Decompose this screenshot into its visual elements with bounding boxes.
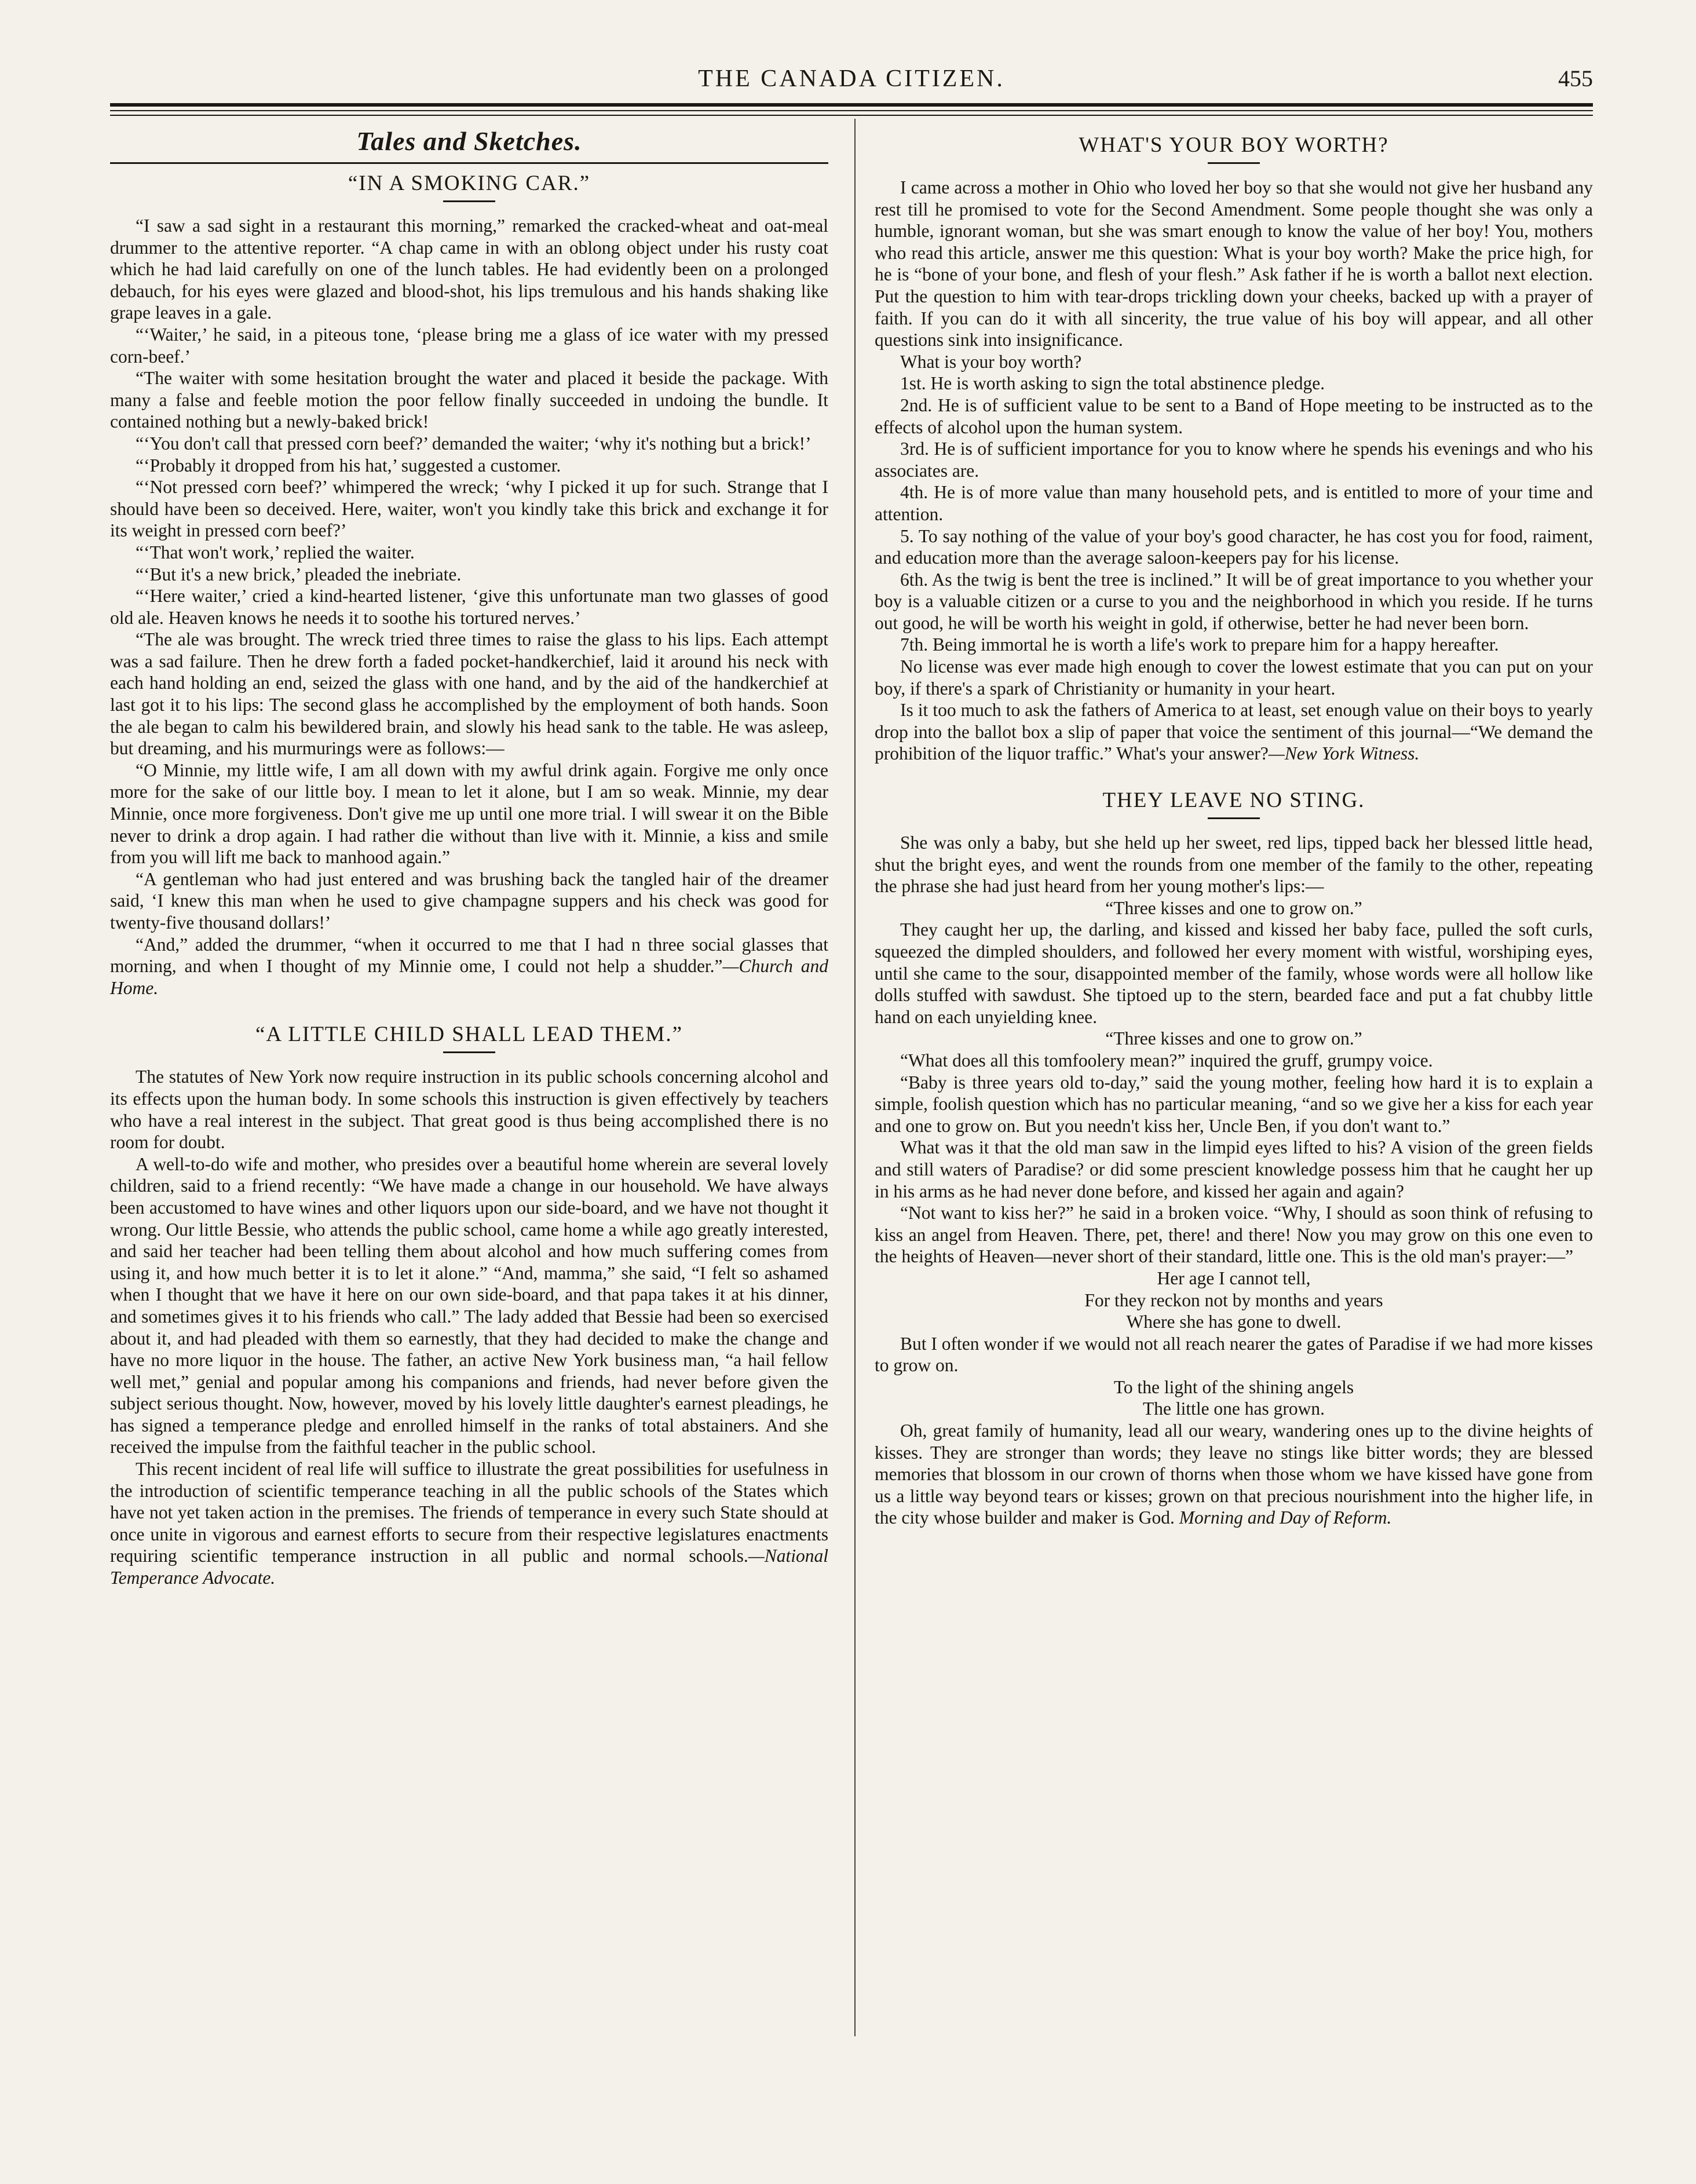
paragraph: “‘Not pressed corn beef?’ whimpered the wreck; ‘why I picked it up for such. Strange that I should have been so deceived. Here, waiter, won't you kindly take this brick and exchange it for its weight in pressed corn beef?’	[110, 477, 828, 541]
paragraph-text: “And,” added the drummer, “when it occurred to me that I had n three social glasses that morning, and when I thought of my Minnie ome, I could not help a shudder.”	[110, 934, 828, 977]
paragraph-text: This recent incident of real life will suffice to illustrate the great possibilities for usefulness in the introduction of scientific temperance teaching in all the public schools of the States which have not yet taken action in the premises. The friends of temperance in every such State should at once unite in vigorous and earnest efforts to secure from their respective legislatures enactments requiring scientific temperance instruction in all public and normal schools.	[110, 1459, 828, 1566]
title-rule	[443, 200, 495, 202]
article-smoking-car	[110, 171, 828, 999]
article-source: —National Temperance Advocate.	[110, 1546, 828, 1588]
publication-title: THE CANADA CITIZEN.	[698, 65, 1005, 92]
verse-line: Where she has gone to dwell.	[1126, 1312, 1342, 1332]
paragraph: No license was ever made high enough to cover the lowest estimate that you can put on your boy, if there's a spark of Christianity or humanity in your heart.	[875, 656, 1593, 699]
left-column	[110, 119, 828, 1612]
paragraph: “‘You don't call that pressed corn beef?’ demanded the waiter; ‘why it's nothing but a brick!’	[136, 433, 812, 454]
paragraph-with-source	[875, 699, 1593, 765]
header-rule-thin	[110, 110, 1593, 111]
paragraph-with-source	[110, 934, 828, 999]
paragraph-text: Oh, great family of humanity, lead all our weary, wandering ones up to the divine heights of kisses. They are stronger than words; they leave no stings like bitter words; they are blessed memories that blossom in our crown of thorns when those whom we have kissed have gone from us a little way beyond tears or kisses; grown on that precious nourishment into the higher life, in the city whose builder and maker is God.	[875, 1420, 1593, 1528]
header-rule-thin-2	[110, 115, 1593, 116]
paragraph: “‘Waiter,’ he said, in a piteous tone, ‘please bring me a glass of ice water with my pressed corn-beef.’	[110, 324, 828, 367]
paragraph: “‘Probably it dropped from his hat,’ suggested a customer.	[136, 455, 561, 476]
article-little-child	[110, 1022, 828, 1588]
paragraph: “A gentleman who had just entered and was brushing back the tangled hair of the dreamer said, ‘I knew this man when he used to give champagne suppers and his check was good for twenty-five thousand dollars!’	[110, 868, 828, 933]
paragraph: 5. To say nothing of the value of your boy's good character, he has cost you for food, raiment, and education more than the average saloon-keepers pay for his license.	[875, 525, 1593, 568]
title-rule	[1208, 817, 1260, 819]
paragraph-with-source	[110, 1458, 828, 1589]
section-rule	[110, 162, 828, 164]
paragraph: I came across a mother in Ohio who loved her boy so that she would not give her husband any rest till he promised to vote for the Second Amendment. Some people thought she was only a humble, ignorant woman, but she was smart enough to know the value of her boy! You, mothers who read this article, answer me this question: What is your boy worth? Make the price high, for he is “bone of your bone, and flesh of your flesh.” Ask father if he is worth a ballot next election. Put the question to him with tear-drops trickling down your cheeks, backed up with a prayer of faith. If you can do it with all sincerity, the true value of his boy will appear, and all other questions sink into insignificance.	[875, 177, 1593, 350]
paragraph: The statutes of New York now require instruction in its public schools concerning alcohol and its effects upon the human body. In some schools this instruction is given effectively by teachers who have a real interest in the subject. That great good is thus being accomplished there is no room for doubt.	[110, 1067, 828, 1153]
paragraph: “O Minnie, my little wife, I am all down with my awful drink again. Forgive me only once more for the sake of our little boy. I mean to let it alone, but I am so weak. Minnie, my dear Minnie, once more forgiveness. Don't give me up until one more trial. I will swear it on the Bible never to drink a drop again. I had rather die without than live with it. Minnie, a kiss and smile from you will lift me back to manhood again.”	[110, 759, 828, 868]
article-no-sting	[875, 788, 1593, 1529]
verse-line: For they reckon not by months and years	[1084, 1290, 1383, 1310]
paragraph: She was only a baby, but she held up her sweet, red lips, tipped back her blessed little head, shut the bright eyes, and went the rounds from one member of the family to the other, repeating the phrase she had just heard from her young mother's lips:—	[875, 832, 1593, 897]
paragraph: “The waiter with some hesitation brought the water and placed it beside the package. With many a false and feeble motion the poor fellow finally succeeded in undoing the bundle. It contained nothing but a newly-baked brick!	[110, 368, 828, 432]
header-rule	[110, 103, 1593, 107]
title-rule	[443, 1051, 495, 1053]
paragraph: “‘That won't work,’ replied the waiter.	[136, 542, 415, 563]
paragraph: They caught her up, the darling, and kissed and kissed her baby face, pulled the soft curls, squeezed the dimpled shoulders, and followed her every moment with wistful, worshiping eyes, until she came to the sour, disappointed member of the family, whose words were all hollow like dolls stuffed with sawdust. She tiptoed up to the stern, bearded face and put a fat chubby little hand on each unyielding knee.	[875, 919, 1593, 1027]
paragraph: 1st. He is worth asking to sign the total abstinence pledge.	[900, 373, 1325, 394]
paragraph: A well-to-do wife and mother, who presides over a beautiful home wherein are several lovely children, said to a friend recently: “We have made a change in our household. We have always been accustomed to have wines and other liquors upon our side-board, and we have not thought it wrong. Our little Bessie, who attends the public school, came home a while ago greatly interested, and said her teacher had been telling them about alcohol and how much suffering comes from using it, and how much better it is to let it alone.” “And, mamma,” she said, “I felt so ashamed when I thought that we have it here on our own side-board, and that papa takes it at his dinner, and sometimes gives it to his friends who call.” The lady added that Bessie had been so exercised about it, and had pleaded with them so earnestly, that they had decided to make the change and have no more liquor in the house. The father, an active New York business man, “a hail fellow well met,” genial and popular among his companions and friends, had never before given the subject serious thought. Now, however, moved by his lovely little daughter's earnest pleadings, he has signed a temperance pledge and enrolled himself in the ranks of total abstainers. And she received the impulse from the faithful teacher in the public school.	[110, 1153, 828, 1458]
paragraph: “Baby is three years old to-day,” said the young mother, feeling how hard it is to explain a simple, foolish question which has no particular meaning, “and so we give her a kiss for each year and one to grow on. But you needn't kiss her, Uncle Ben, if you don't want to.”	[875, 1072, 1593, 1136]
page-header	[110, 65, 1593, 105]
verse-line: “Three kisses and one to grow on.”	[1105, 1028, 1362, 1049]
paragraph: “What does all this tomfoolery mean?” inquired the gruff, grumpy voice.	[900, 1050, 1433, 1071]
paragraph: 4th. He is of more value than many household pets, and is entitled to more of your time and attention.	[875, 482, 1593, 524]
paragraph: 6th. As the twig is bent the tree is inclined.” It will be of great importance to you whether your boy is a valuable citizen or a curse to you and the neighborhood in which you reside. If he turns out good, he will be worth his weight in gold, if otherwise, better he had never been born.	[875, 569, 1593, 633]
paragraph: But I often wonder if we would not all reach nearer the gates of Paradise if we had more kisses to grow on.	[875, 1333, 1593, 1376]
article-boy-worth	[875, 133, 1593, 765]
paragraph: “‘Here waiter,’ cried a kind-hearted listener, ‘give this unfortunate man two glasses of good old ale. Heaven knows he needs it to soothe his tortured nerves.’	[110, 586, 828, 628]
paragraph: “Not want to kiss her?” he said in a broken voice. “Why, I should as soon think of refusing to kiss an angel from Heaven. There, pet, there! and there! Now you may grow on this one even to the heights of Heaven—never short of their standard, little one. This is the old man's prayer:—”	[875, 1203, 1593, 1267]
paragraph: 7th. Being immortal he is worth a life's work to prepare him for a happy hereafter.	[900, 634, 1499, 655]
paragraph: 2nd. He is of sufficient value to be sent to a Band of Hope meeting to be instructed as to the effects of alcohol upon the human system.	[875, 395, 1593, 437]
article-title: “A LITTLE CHILD SHALL LEAD THEM.”	[255, 1022, 683, 1047]
verse-line: To the light of the shining angels	[1113, 1376, 1354, 1397]
paragraph: “I saw a sad sight in a restaurant this morning,” remarked the cracked-wheat and oat-meal drummer to the attentive reporter. “A chap came in with an oblong object under his rusty coat which he had laid carefully on one of the lunch tables. He had evidently been on a prolonged debauch, for his eyes were glazed and blood-shot, his lips tremulous and his hands shaking like grape leaves in a gale.	[110, 216, 828, 323]
article-source: Morning and Day of Reform.	[1179, 1507, 1392, 1528]
right-column	[875, 119, 1593, 1552]
article-title: “IN A SMOKING CAR.”	[348, 171, 591, 195]
paragraph: What was it that the old man saw in the limpid eyes lifted to his? A vision of the green fields and still waters of Paradise? or did some prescient knowledge possess him that he caught her up in his arms as he had never done before, and kissed her again and again?	[875, 1137, 1593, 1201]
section-heading: Tales and Sketches.	[356, 126, 582, 156]
verse-line: The little one has grown.	[1142, 1398, 1325, 1419]
title-rule	[1208, 162, 1260, 164]
paragraph-with-source	[875, 1420, 1593, 1529]
page-number: 455	[1558, 65, 1593, 92]
paragraph: 3rd. He is of sufficient importance for you to know where he spends his evenings and who his associates are.	[875, 439, 1593, 481]
paragraph: What is your boy worth?	[900, 351, 1082, 372]
article-title: THEY LEAVE NO STING.	[1102, 788, 1365, 813]
article-title: WHAT'S YOUR BOY WORTH?	[1079, 133, 1389, 157]
article-source: —Church and Home.	[110, 956, 829, 998]
article-source: —New York Witness.	[1268, 743, 1420, 764]
verse-line: Her age I cannot tell,	[1157, 1268, 1311, 1288]
paragraph: “The ale was brought. The wreck tried three times to raise the glass to his lips. Each attempt was a sad failure. Then he drew forth a faded pocket-handkerchief, laid it around his neck with each hand holding an end, seized the glass with one hand, and by the aid of the handkerchief at last got it to his lips: The second glass he accomplished by the employment of both hands. Soon the ale began to calm his bewildered brain, and slowly his head sank to the table. He was asleep, but dreaming, and his murmurings were as follows:—	[110, 629, 828, 759]
column-divider	[854, 119, 856, 2036]
paragraph-text: Is it too much to ask the fathers of America to at least, set enough value on their boys to yearly drop into the ballot box a slip of paper that voice the sentiment of this journal—“We demand the prohibition of the liquor traffic.” What's your answer?	[875, 700, 1593, 764]
verse-line: “Three kisses and one to grow on.”	[1105, 897, 1362, 918]
paragraph: “‘But it's a new brick,’ pleaded the inebriate.	[136, 564, 462, 585]
